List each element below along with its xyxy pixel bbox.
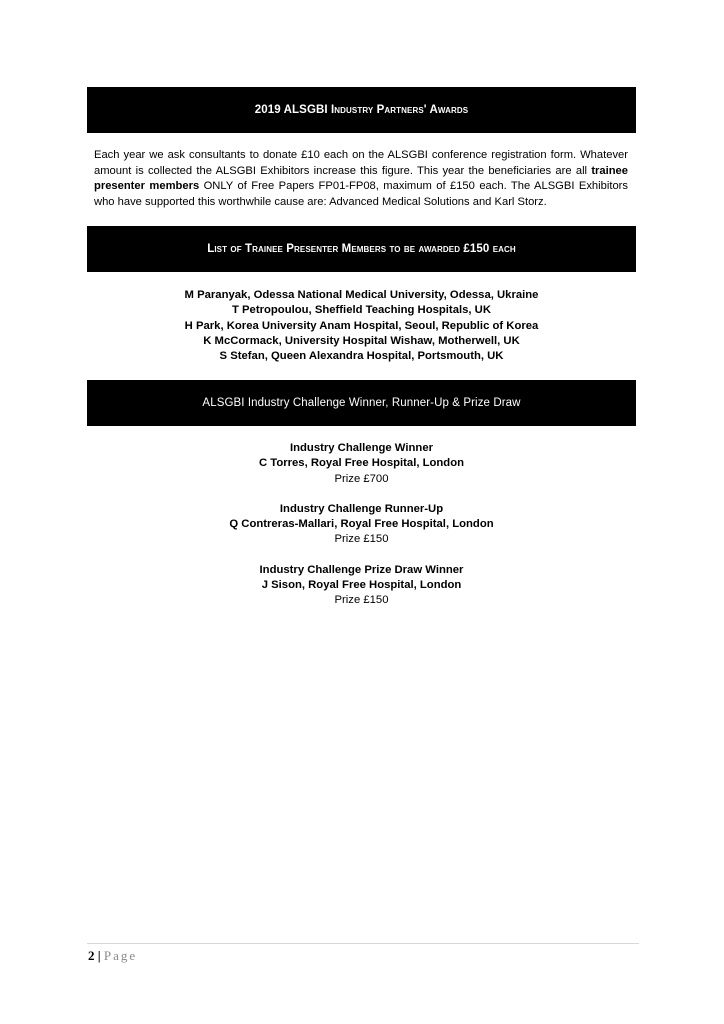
award-title: Industry Challenge Runner-Up [279,502,444,515]
page-number: 2 [88,948,95,963]
award-recipient: J Sison, Royal Free Hospital, London [261,579,462,592]
industry-challenge-header [87,380,636,426]
award-item [87,563,636,609]
trainee-list [87,288,636,364]
trainee-item: M Paranyak, Odessa National Medical University, Odessa, Ukraine [184,289,539,301]
award-item [87,502,636,548]
intro-text-part1: Each year we ask consultants to donate £10 each on the ALSGBI conference registration form. Whatever amount is collected the ALSGBI Exhibitors increase this figure. This year the beneficiaries are all [94,149,628,177]
award-recipient: C Torres, Royal Free Hospital, London [258,457,465,470]
page-separator: | [94,948,104,963]
awards-section-title: 2019 ALSGBI Industry Partners' Awards [254,104,469,116]
intro-text-part2: ONLY of Free Papers FP01-FP08, maximum of £150 each. The ALSGBI Exhibitors who have supported this worthwhile cause are: Advanced Medical Solutions and Karl Storz. [94,180,628,208]
intro-paragraph [94,148,628,210]
awards-list [87,441,636,624]
award-item [87,441,636,487]
industry-challenge-title: ALSGBI Industry Challenge Winner, Runner-Up & Prize Draw [202,397,521,409]
trainee-item: K McCormack, University Hospital Wishaw, Motherwell, UK [203,334,520,347]
footer-divider [87,943,639,944]
award-recipient: Q Contreras-Mallari, Royal Free Hospital, London [229,518,494,531]
award-title: Industry Challenge Winner [289,442,433,454]
awards-section-header [87,87,636,133]
page-footer [88,948,137,964]
trainee-item: T Petropoulou, Sheffield Teaching Hospitals, UK [231,304,491,317]
trainee-list-title: List of Trainee Presenter Members to be awarded £150 each [207,243,516,255]
award-title: Industry Challenge Prize Draw Winner [259,563,464,576]
intro-text-bold: trainee presenter members [94,164,628,192]
trainee-list-header [87,226,636,272]
trainee-item: S Stefan, Queen Alexandra Hospital, Portsmouth, UK [219,350,504,363]
trainee-item: H Park, Korea University Anam Hospital, Seoul, Republic of Korea [184,319,539,332]
page-label: Page [103,948,138,963]
award-prize: Prize £150 [334,594,389,607]
award-prize: Prize £150 [334,533,389,546]
award-prize: Prize £700 [334,472,389,485]
